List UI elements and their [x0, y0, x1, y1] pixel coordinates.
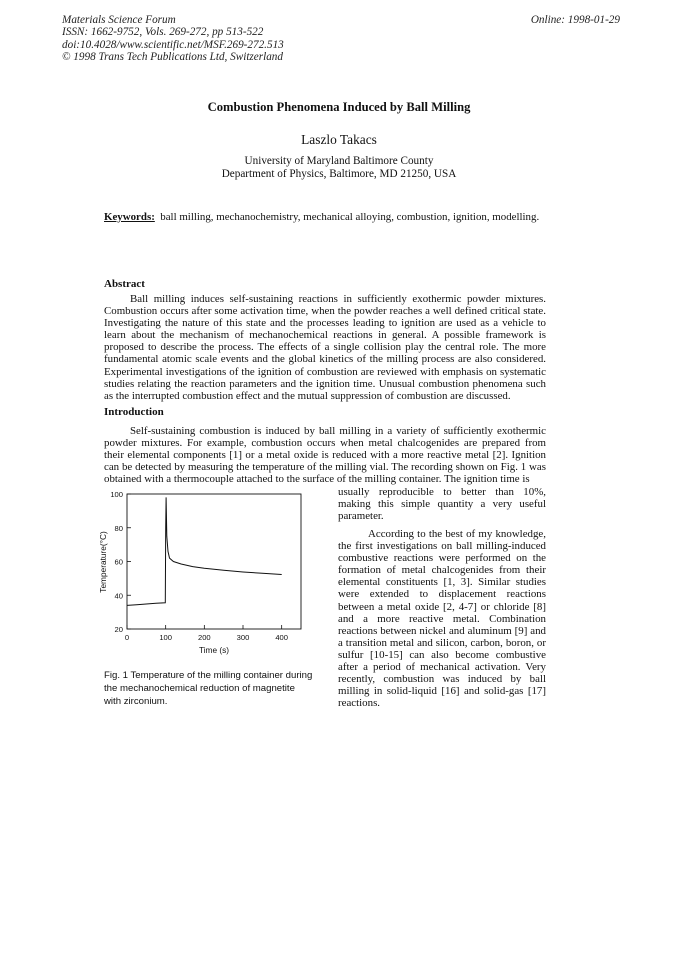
x-tick-label: 200 — [197, 633, 211, 642]
introduction-heading: Introduction — [104, 406, 164, 418]
issn-line: ISSN: 1662-9752, Vols. 269-272, pp 513-522 — [62, 26, 264, 39]
y-tick-label: 100 — [110, 490, 123, 499]
y-axis-label: Temperature(°C) — [98, 531, 108, 593]
journal-name: Materials Science Forum — [62, 14, 176, 26]
online-date: Online: 1998-01-29 — [530, 14, 620, 26]
intro-paragraph-1-cont: usually reproducible to better than 10%, making this simple quantity a very useful parameter. — [338, 486, 546, 523]
temperature-chart — [92, 486, 312, 658]
doi-line: doi:10.4028/www.scientific.net/MSF.269-272.513 — [62, 38, 284, 51]
keywords — [104, 211, 539, 223]
paper-author: Laszlo Takacs — [301, 132, 377, 147]
figure-caption: Fig. 1 Temperature of the milling container during the mechanochemical reduction of magnetite with zirconium. — [104, 670, 313, 707]
intro-paragraph-1: Self-sustaining combustion is induced by ball milling in a variety of sufficiently exothermic powder mixtures. For example, combustion occurs when metal chalcogenides are prepared from their elemental components [1] or a metal oxide is reduced with a more reactive metal [2]. Ignition can be detected by measuring the temperature of the milling vial. The recording shown on Fig. 1 was obtained with a thermocouple attached to the surface of the milling container. The ignition time is — [104, 425, 546, 486]
journal-header — [62, 14, 284, 64]
x-ticks — [125, 625, 288, 642]
y-tick-label: 40 — [114, 591, 123, 601]
x-tick-label: 400 — [275, 633, 289, 642]
affiliation-department: Department of Physics, Baltimore, MD 21250, USA — [221, 167, 457, 180]
abstract-heading: Abstract — [104, 278, 145, 290]
x-tick-label: 100 — [159, 633, 173, 642]
y-ticks — [110, 490, 131, 634]
y-tick-label: 20 — [114, 625, 123, 634]
y-tick-label: 80 — [114, 523, 123, 533]
x-tick-label: 300 — [236, 633, 250, 642]
abstract-text: Ball milling induces self-sustaining reactions in sufficiently exothermic powder mixtures. Combustion occurs after some activation time, when the powder reaches a well defined critical state. Investigating the nature of this state and the processes leading to ignition are used as a vehicle to learn about the mechanism of mechanochemical reactions in general. A possible framework is proposed to describe the process. The effects of a single collision play the central role. The more fundamental atomic scale events and the global kinetics of the milling process are also considered. Experimental investigations of the ignition of combustion are reviewed with emphasis on systematic studies relating the reaction parameters and the ignition time. Unusual combustion phenomena such as the interrupted combustion effect and the mutual suppression of combustion are discussed. — [104, 293, 546, 402]
affiliation-university: University of Maryland Baltimore County — [244, 155, 434, 167]
temperature-series-line — [127, 497, 282, 605]
paper-title: Combustion Phenomena Induced by Ball Milling — [207, 100, 471, 114]
keywords-list: ball milling, mechanochemistry, mechanical alloying, combustion, ignition, modelling. — [160, 211, 540, 223]
plot-frame — [127, 494, 301, 629]
copyright-line: © 1998 Trans Tech Publications Ltd, Switzerland — [62, 51, 283, 64]
y-tick-label: 60 — [114, 557, 123, 567]
keywords-label: Keywords: — [104, 211, 155, 223]
x-axis-label: Time (s) — [198, 645, 230, 655]
intro-paragraph-2: According to the best of my knowledge, the first investigations on ball milling-induced combustive reactions were performed on the formation of metal chalcogenides from their elemental constituents [1, 3]. Similar studies were extended to displacement reactions between a metal oxide [2, 4-7] or chloride [8] and a more reactive metal. Combination reactions between nickel and aluminum [9] and a transition metal and silicon, carbon, boron, or sulfur [10-15] can also become combustive after a period of mechanical activation. Very recently, combustion was induced by ball milling in solid-liquid [16] and solid-gas [17] reactions. — [338, 528, 546, 710]
x-tick-label: 0 — [124, 633, 130, 642]
affiliation — [0, 155, 678, 180]
